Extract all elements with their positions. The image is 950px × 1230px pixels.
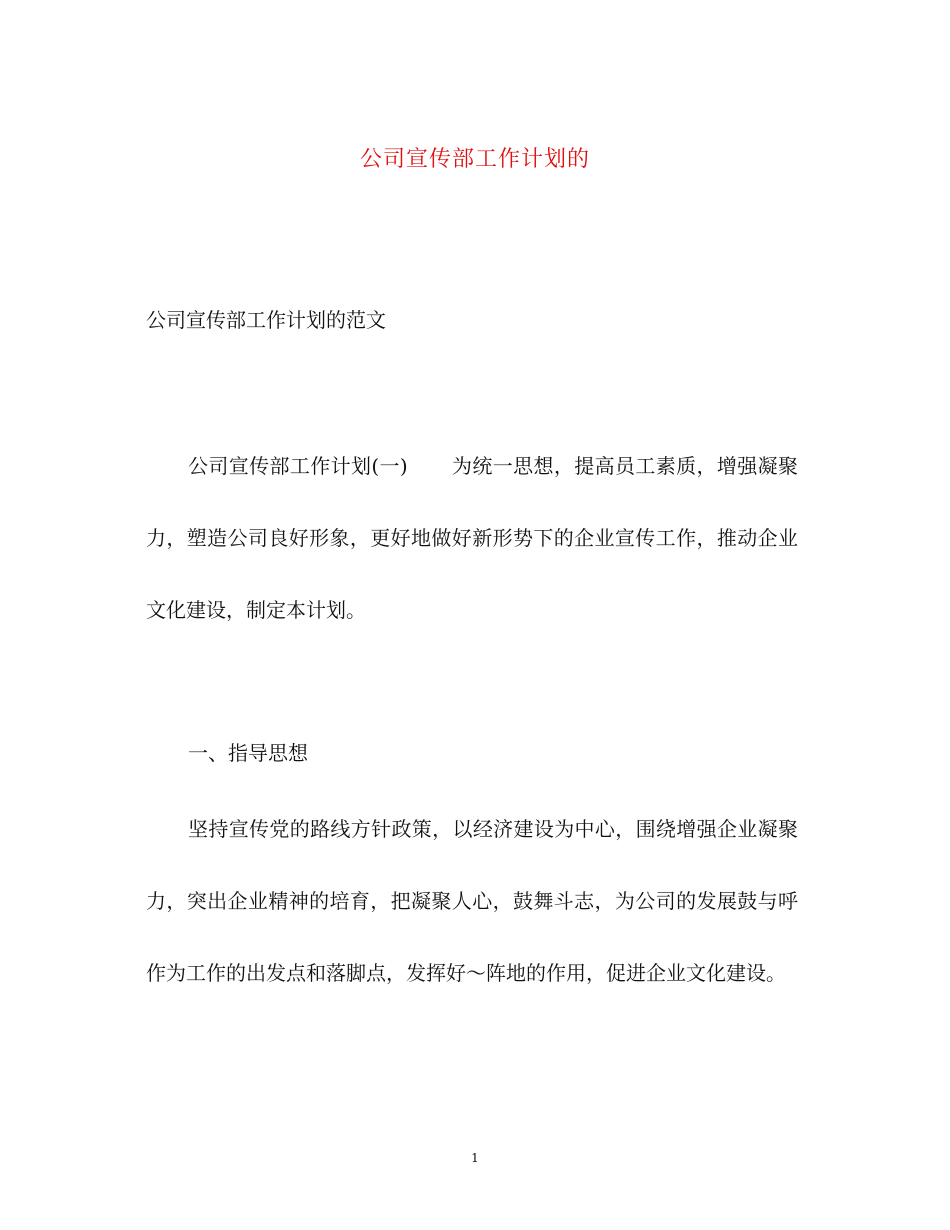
document-title: 公司宣传部工作计划的 [359, 147, 590, 172]
section-body: 坚持宣传党的路线方针政策，以经济建设为中心，围绕增强企业凝聚力，突出企业精神的培育，把凝聚人心，鼓舞斗志，为公司的发展鼓与呼作为工作的出发点和落脚点，发挥好～阵地的作用，促进企业文化建设。 [146, 817, 798, 985]
intro-label: 公司宣传部工作计划(一) [188, 454, 408, 478]
document-subtitle: 公司宣传部工作计划的范文 [146, 308, 386, 332]
page-number: 1 [471, 1151, 479, 1165]
section-heading: 一、指导思想 [188, 741, 308, 765]
intro-paragraph [146, 430, 798, 646]
intro-text: 为统一思想，提高员工素质，增强凝聚力，塑造公司良好形象，更好地做好新形势下的企业宣传工作，推动企业文化建设，制定本计划。 [146, 454, 798, 622]
